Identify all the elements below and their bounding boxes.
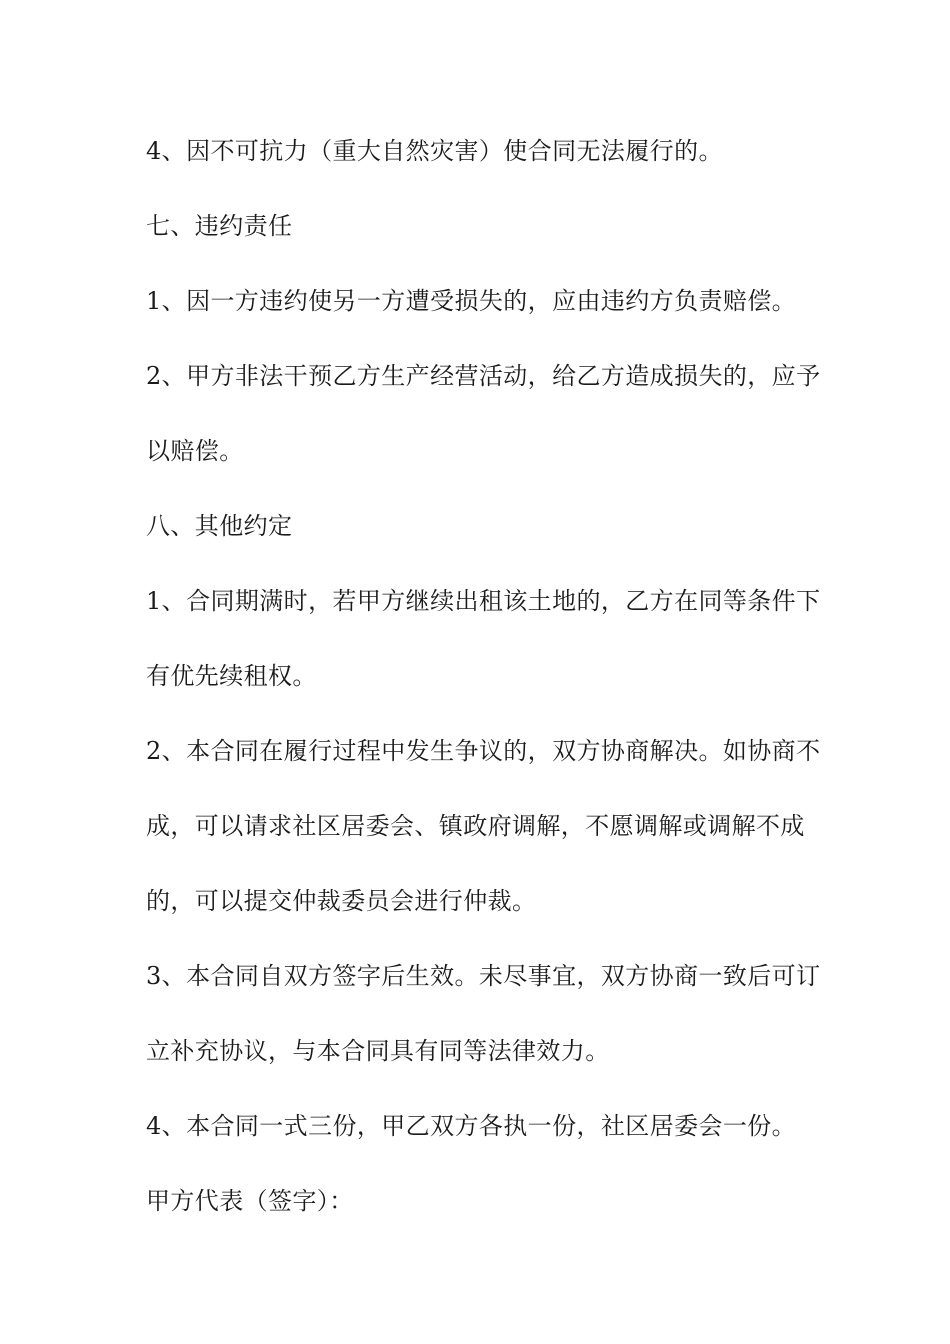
clause-line: 4、本合同一式三份，甲乙双方各执一份，社区居委会一份。 — [146, 1112, 797, 1140]
section-heading: 七、违约责任 — [146, 212, 293, 240]
clause-line: 成，可以请求社区居委会、镇政府调解，不愿调解或调解不成 — [146, 812, 805, 840]
clause-line: 的，可以提交仲裁委员会进行仲裁。 — [146, 887, 537, 915]
clause-line: 以赔偿。 — [146, 437, 244, 465]
signature-label: 甲方代表（签字）： — [146, 1187, 354, 1215]
clause-line: 有优先续租权。 — [146, 662, 317, 690]
clause-line: 2、本合同在履行过程中发生争议的，双方协商解决。如协商不 — [146, 737, 821, 765]
section-heading: 八、其他约定 — [146, 512, 293, 540]
clause-line: 2、甲方非法干预乙方生产经营活动，给乙方造成损失的，应予 — [146, 362, 821, 390]
clause-line: 立补充协议，与本合同具有同等法律效力。 — [146, 1037, 610, 1065]
clause-line: 1、合同期满时，若甲方继续出租该土地的，乙方在同等条件下 — [146, 587, 821, 615]
clause-line: 1、因一方违约使另一方遭受损失的，应由违约方负责赔偿。 — [146, 287, 797, 315]
clause-line: 4、因不可抗力（重大自然灾害）使合同无法履行的。 — [146, 137, 723, 165]
clause-line: 3、本合同自双方签字后生效。未尽事宜，双方协商一致后可订 — [146, 962, 821, 990]
